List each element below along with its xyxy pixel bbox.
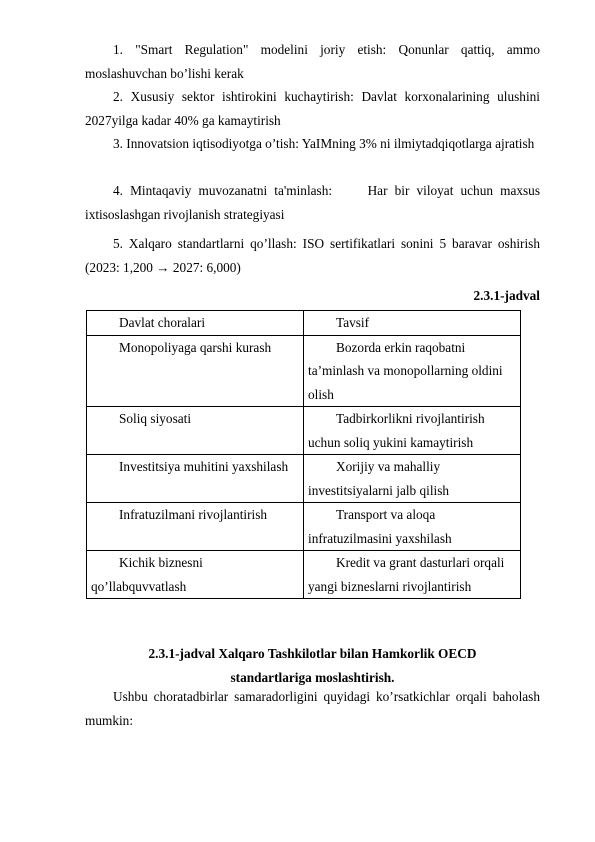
table-cell: Infratuzilmani rivojlantirish [87, 503, 304, 551]
table-row [87, 551, 521, 599]
paragraph-2: 2. Xususiy sektor ishtirokini kuchaytirish: Davlat korxonalarining ulushini 2027yilga kadar 40% ga kamaytirish [85, 89, 540, 128]
table-cell: Monopoliyaga qarshi kurash [87, 335, 304, 407]
table-cell: Tadbirkorlikni rivojlantirish uchun soliq yukini kamaytirish [304, 407, 521, 455]
table-cell: Xorijiy va mahalliy investitsiyalarni jalb qilish [304, 455, 521, 503]
measures-table [86, 310, 521, 599]
table-cell: Investitsiya muhitini yaxshilash [87, 455, 304, 503]
table-header-cell: Tavsif [304, 311, 521, 336]
table-row [87, 455, 521, 503]
table-caption [85, 642, 540, 689]
table-header-cell: Davlat choralari [87, 311, 304, 336]
paragraph-4: 4. Mintaqaviy muvozanatni ta'minlash: Har bir viloyat uchun maxsus ixtisoslashgan rivojlanish strategiyasi [85, 183, 544, 222]
paragraph-3: 3. Innovatsion iqtisodiyotga o’tish: YaIMning 3% ni ilmiytadqiqotlarga ajratish [113, 136, 535, 151]
paragraph-6: Ushbu choratadbirlar samaradorligini quyidagi ko’rsatkichlar orqali baholash mumkin: [85, 689, 540, 728]
table-row [87, 335, 521, 407]
caption-line-1: 2.3.1-jadval Xalqaro Tashkilotlar bilan Hamkorlik OECD [148, 646, 477, 661]
table-header-row [87, 311, 521, 336]
paragraph-1: 1. "Smart Regulation" modelini joriy etish: Qonunlar qattiq, ammo moslashuvchan bo’lishi kerak [85, 42, 540, 81]
table-row [87, 407, 521, 455]
table-cell: Soliq siyosati [87, 407, 304, 455]
table-cell: Transport va aloqa infratuzilmasini yaxshilash [304, 503, 521, 551]
table-cell: Bozorda erkin raqobatni ta’minlash va monopollarning oldini olish [304, 335, 521, 407]
table-cell: Kichik biznesni qo’llabquvvatlash [87, 551, 304, 599]
caption-line-2: standartlariga moslashtirish. [230, 669, 395, 685]
paragraph-5: 5. Xalqaro standartlarni qo’llash: ISO sertifikatlari sonini 5 baravar oshirish (2023: 1,200 → 2027: 6,000) [85, 236, 540, 275]
table-label: 2.3.1-jadval [473, 288, 540, 303]
table-cell: Kredit va grant dasturlari orqali yangi bizneslarni rivojlantirish [304, 551, 521, 599]
table-row [87, 503, 521, 551]
